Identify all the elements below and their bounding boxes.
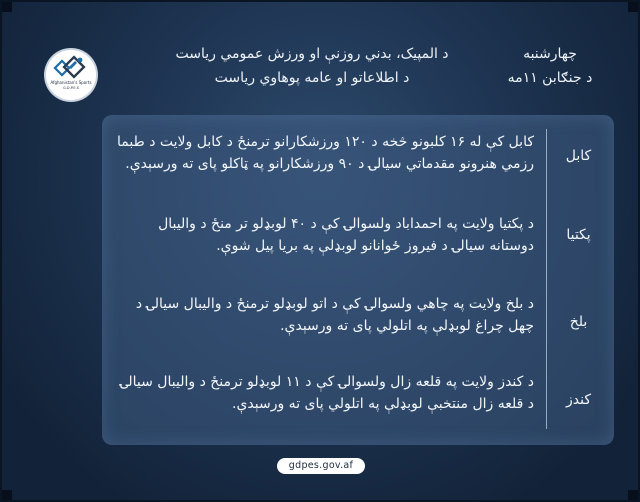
province-label: کندز [566,392,591,408]
title-line-2: د اطلاعاتو او عامه پوهاوي ریاست [214,70,410,86]
logo-caption-abbr: G.D.P.E.S [63,86,79,90]
title-line-1: د المپیک، بدني روزنې او ورزش عمومي ریاست [175,46,449,62]
logo-emblem-icon [53,54,89,80]
date-text: د جنګابن ۱۱مه [507,70,593,86]
date-block [490,42,610,90]
province-label: پکتیا [566,227,591,243]
weekday: چهارشنبه [523,46,577,62]
logo-caption: Afghanistan's Sports [50,80,92,85]
corner [2,490,12,500]
corner [2,2,12,12]
news-row [102,293,614,353]
province-label: کابل [565,148,592,164]
corner [628,490,638,500]
province-label: بلخ [569,314,588,330]
website-link[interactable]: gdpes.gov.af [277,458,365,474]
agency-logo [46,50,96,100]
news-row [102,213,614,273]
news-text: د بلخ ولایت په چاهي ولسوالۍ کې د اتو لوبډلو ترمنځ د والیبال سیالۍ د چهل چراغ لوبډلې په اتلولي پای ته ورسېدې. [135,296,534,334]
news-row [102,371,614,431]
news-text: د پکتیا ولایت په احمداباد ولسوالۍ کې د ۴۰ لوبډلو تر منځ د والیبال دوستانه سیالۍ د فیروز ځوانانو لوبډلې په بریا پیل شوې. [158,216,534,254]
news-text: د کندز ولایت په قلعه زال ولسوالۍ کې د ۱۱ لوبډلو ترمنځ د والیبال سیالۍ د قلعه زال منتخبې لوبډلې په اتلولي پای ته ورسېدې. [120,374,534,412]
page-title [142,42,482,90]
corner [628,2,638,12]
news-text: کابل کې له ۱۶ کلبونو څخه د ۱۲۰ ورزشکارانو ترمنځ د کابل ولایت د طبما رزمي هنرونو مقدماتي سیالۍ د ۹۰ ورزشکارانو په ټاکلو پای ته ورسېدې. [117,134,534,172]
news-panel [102,115,614,445]
news-row [102,131,614,191]
